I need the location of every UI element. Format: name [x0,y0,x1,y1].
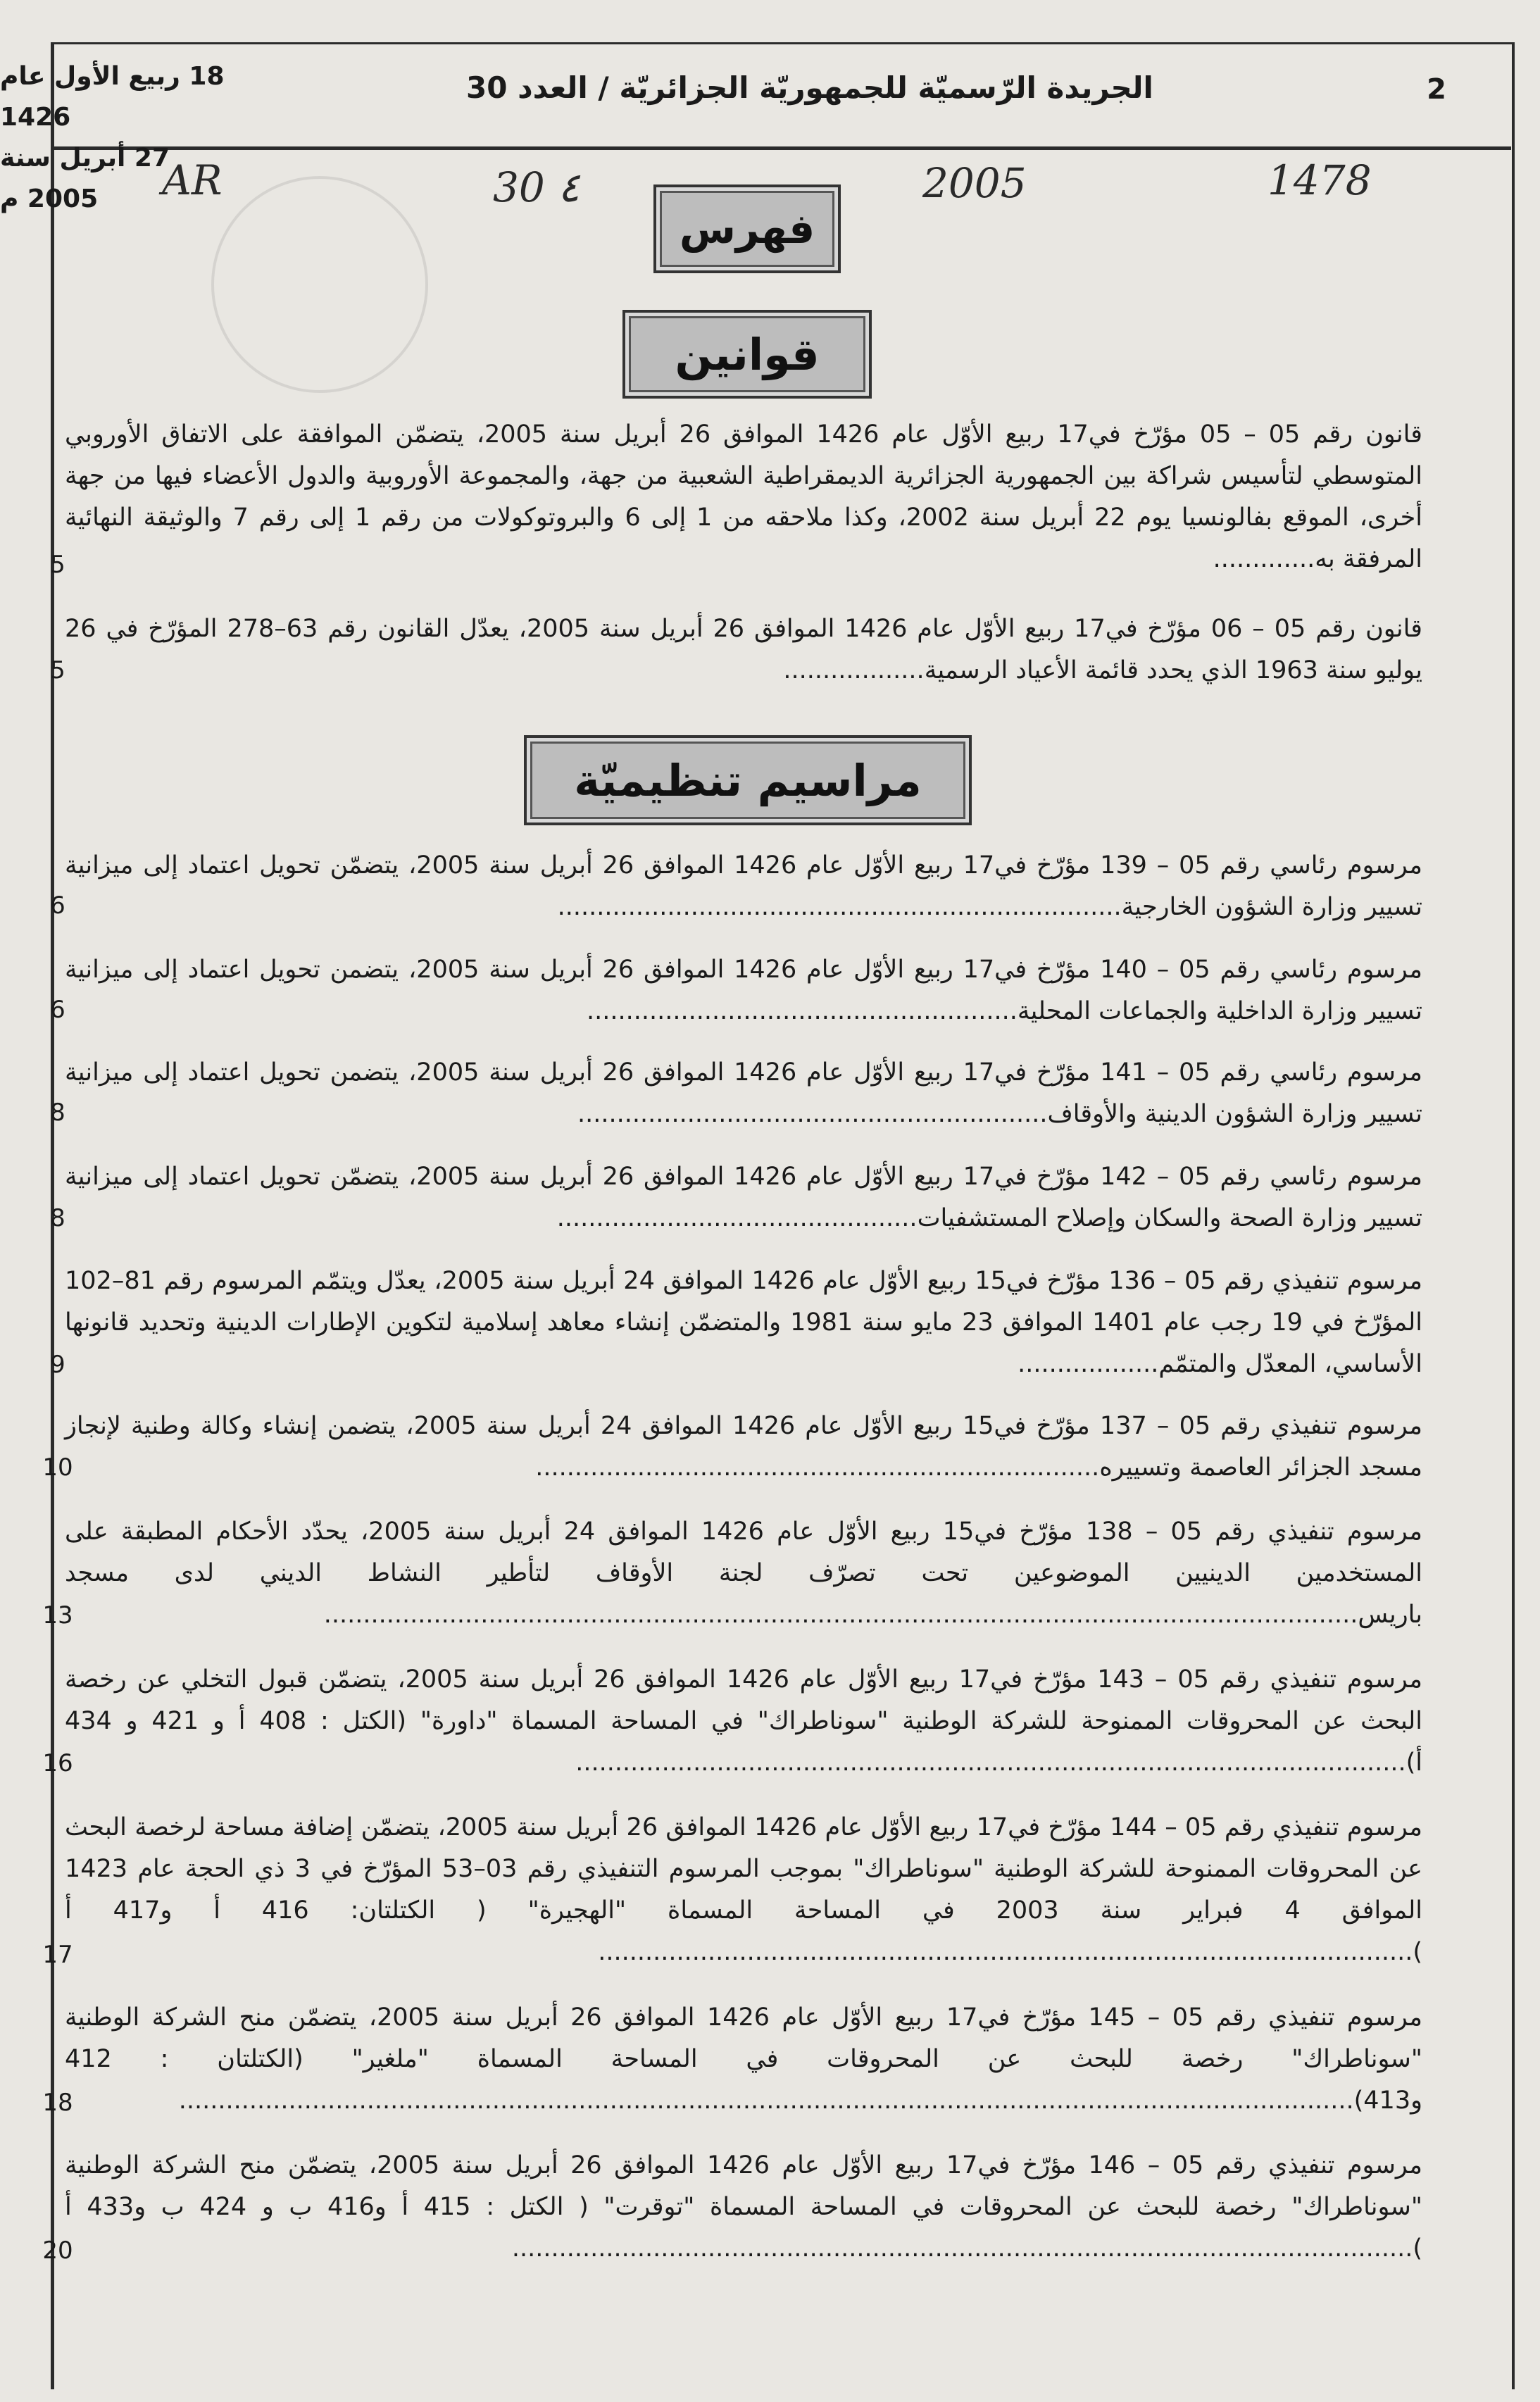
handwritten-note: AR [162,156,223,204]
toc-page-number: 5 [50,656,65,684]
toc-entry: مرسوم تنفيذي رقم 05 – 136 مؤرّخ في15 ربيع الأوّل عام 1426 الموافق 24 أبريل سنة 2005، يعدّل ويتمّم المرسوم رقم 81–102 المؤرّخ في 19 رجب عام 1401 الموافق 23 مايو سنة 1981 والمتضمّن إنشاء معاهد إسلامية لتكوين الإطارات الدينية وتحديد قانونها الأساسي، المعدّل والمتمّم.................. [65,1267,1423,1378]
toc-entry: مرسوم رئاسي رقم 05 – 140 مؤرّخ في17 ربيع الأوّل عام 1426 الموافق 26 أبريل سنة 2005، يتضمن تحويل اعتماد إلى ميزانية تسيير وزارة الداخلية والجماعات المحلية....................................................... [65,956,1422,1025]
toc-entry: مرسوم رئاسي رقم 05 – 141 مؤرّخ في17 ربيع الأوّل عام 1426 الموافق 26 أبريل سنة 2005، يتضمن تحويل اعتماد إلى ميزانية تسيير وزارة الشؤون الدينية والأوقاف............................................................ [65,1058,1422,1128]
toc-page-number: 9 [50,1351,65,1379]
toc-entry: مرسوم رئاسي رقم 05 – 142 مؤرّخ في17 ربيع الأوّل عام 1426 الموافق 26 أبريل سنة 2005، يتضمّن تحويل اعتماد إلى ميزانية تسيير وزارة الصحة والسكان وإصلاح المستشفيات.............................................. [65,1163,1422,1232]
header-divider [51,146,1511,150]
toc-page-number: 20 [42,2237,73,2265]
toc-page-number: 10 [42,1453,73,1482]
handwritten-note: 30 ٤ [493,163,580,211]
toc-page-number: 8 [50,1099,65,1127]
section-decrees-heading: مراسيم تنظيميّة [524,735,972,825]
toc-entry: مرسوم رئاسي رقم 05 – 139 مؤرّخ في17 ربيع الأوّل عام 1426 الموافق 26 أبريل سنة 2005، يتضمّن تحويل اعتماد إلى ميزانية تسيير وزارة الشؤون الخارجية........................................................................ [65,851,1422,921]
toc-entry: مرسوم تنفيذي رقم 05 – 145 مؤرّخ في17 ربيع الأوّل عام 1426 الموافق 26 أبريل سنة 2005، يتضمّن منح الشركة الوطنية "سوناطراك" رخصة للبحث عن المحروقات في المساحة المسماة "ملغير" (الكتلتان : 412 و413)...................................................................................................................................................... [65,2003,1422,2115]
hijri-date: 18 ربيع الأول عام 1426 [0,62,225,132]
gregorian-date: 27 أبريل سنة 2005 م [0,144,170,213]
toc-page-number: 6 [50,892,65,920]
journal-title: الجريدة الرّسميّة للجمهوريّة الجزائريّة / العدد 30 [466,70,1153,105]
toc-entry: مرسوم تنفيذي رقم 05 – 137 مؤرّخ في15 ربيع الأوّل عام 1426 الموافق 24 أبريل سنة 2005، يتضمن إنشاء وكالة وطنية لإنجاز مسجد الجزائر العاصمة وتسييره........................................................................ [65,1412,1422,1482]
toc-page-number: 5 [50,551,65,579]
toc-entry: مرسوم تنفيذي رقم 05 – 138 مؤرّخ في15 ربيع الأوّل عام 1426 الموافق 24 أبريل سنة 2005، يحدّد الأحكام المطبقة على المستخدمين الدينيين الموضوعين تحت تصرّف لجنة الأوقاف لتأطير النشاط الديني لدى مسجد باريس.................................................................................................................................... [65,1518,1422,1629]
toc-page-number: 17 [42,1941,73,1969]
section-index-heading: فهرس [653,184,841,273]
toc-page-number: 18 [42,2089,73,2117]
toc-entry: مرسوم تنفيذي رقم 05 – 144 مؤرّخ في17 ربيع الأوّل عام 1426 الموافق 26 أبريل سنة 2005، يتضمّن إضافة مساحة لرخصة البحث عن المحروقات الممنوحة للشركة الوطنية "سوناطراك" بموجب المرسوم التنفيذي رقم 03–53 المؤرّخ في 3 ذي الحجة عام 1423 الموافق 4 فبراير سنة 2003 في المساحة المسماة "الهجيرة" ( الكتلتان: 416 أ و417 أ )........................................................................................................ [65,1813,1422,1966]
toc-entry: مرسوم تنفيذي رقم 05 – 143 مؤرّخ في17 ربيع الأوّل عام 1426 الموافق 26 أبريل سنة 2005، يتضمّن قبول التخلي عن رخصة البحث عن المحروقات الممنوحة للشركة الوطنية "سوناطراك" في المساحة المسماة "داورة" (الكتل : 408 أ و 421 و 434 أ).......................................................................................................... [65,1665,1422,1777]
toc-entry: مرسوم تنفيذي رقم 05 – 146 مؤرّخ في17 ربيع الأوّل عام 1426 الموافق 26 أبريل سنة 2005، يتضمّن منح الشركة الوطنية "سوناطراك" رخصة للبحث عن المحروقات في المساحة المسماة "توقرت" ( الكتل : 415 أ و416 ب و 424 ب و433 أ )................................................................................................................... [65,2151,1422,2263]
toc-entry: قانون رقم 05 – 06 مؤرّخ في17 ربيع الأوّل عام 1426 الموافق 26 أبريل سنة 2005، يعدّل القانون رقم 63–278 المؤرّخ في 26 يوليو سنة 1963 الذي يحدد قائمة الأعياد الرسمية.................. [65,615,1422,684]
page-number: 2 [1427,73,1446,106]
handwritten-note: 2005 [922,159,1027,207]
toc-page-number: 8 [50,1204,65,1232]
toc-page-number: 6 [50,996,65,1024]
toc-page-number: 16 [42,1749,73,1777]
toc-entry: قانون رقم 05 – 05 مؤرّخ في17 ربيع الأوّل عام 1426 الموافق 26 أبريل سنة 2005، يتضمّن الموافقة على الاتفاق الأوروبي المتوسطي لتأسيس شراكة بين الجمهورية الجزائرية الديمقراطية الشعبية من جهة، والمجموعة الأوروبية والدول الأعضاء فيها من جهة أخرى، الموقع بفالونسيا يوم 22 أبريل سنة 2002، وكذا ملاحقه من 1 إلى 6 والبروتوكولات من رقم 1 إلى رقم 7 والوثيقة النهائية المرفقة به............. [65,420,1422,573]
handwritten-note: 1478 [1267,156,1372,204]
section-laws-heading: قوانين [622,310,872,399]
toc-page-number: 13 [42,1601,73,1630]
